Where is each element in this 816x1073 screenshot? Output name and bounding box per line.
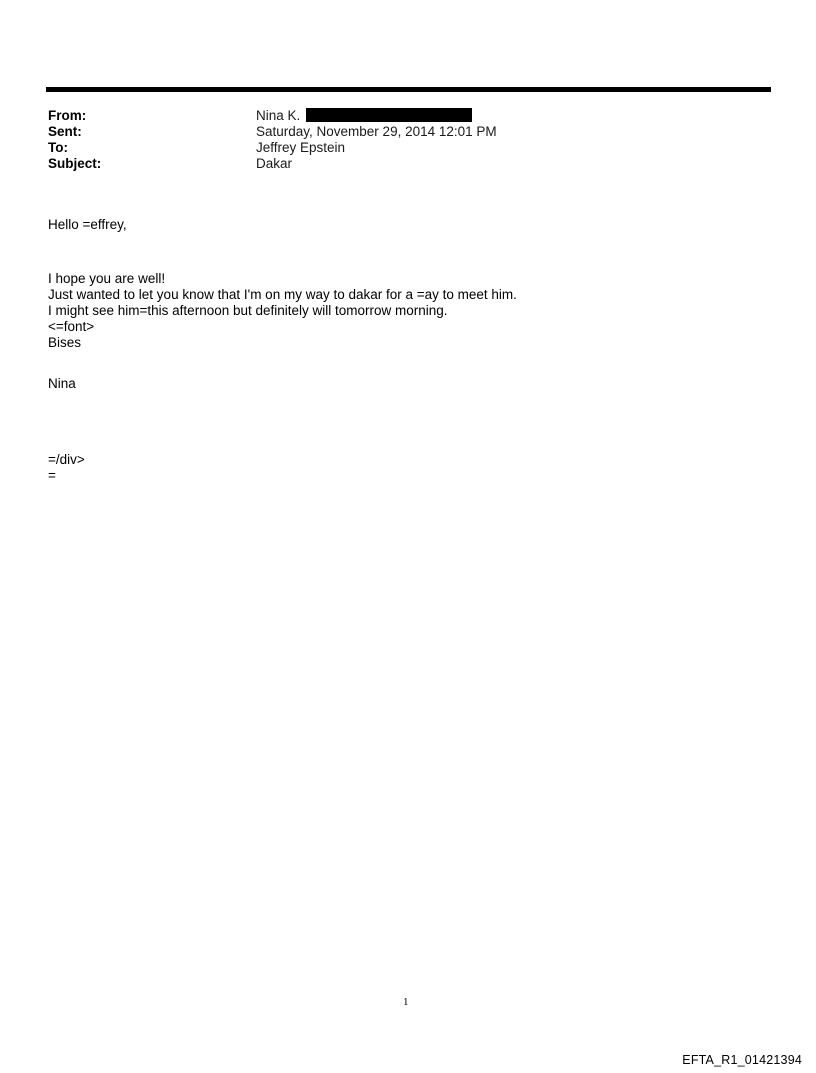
from-name: Nina K. — [256, 108, 301, 123]
from-value — [256, 108, 472, 124]
from-label: From: — [48, 108, 87, 123]
trailer-line: =/div> — [48, 452, 85, 467]
to-label: To: — [48, 140, 68, 155]
to-row — [48, 140, 748, 156]
message-body — [48, 271, 517, 351]
to-value: Jeffrey Epstein — [256, 140, 346, 155]
email-header — [48, 108, 748, 172]
from-row — [48, 108, 748, 124]
page-number: 1 — [403, 996, 409, 1008]
body-line: I hope you are well! — [48, 271, 166, 286]
message-trailer — [48, 452, 85, 484]
subject-label: Subject: — [48, 156, 102, 171]
subject-row — [48, 156, 748, 172]
sent-value: Saturday, November 29, 2014 12:01 PM — [256, 124, 497, 139]
sent-row — [48, 124, 748, 140]
body-line: Just wanted to let you know that I'm on my way to dakar for a =ay to meet him. — [48, 287, 517, 302]
header-divider — [46, 87, 771, 92]
greeting-line: Hello =effrey, — [48, 217, 127, 232]
body-line: I might see him=this afternoon but definitely will tomorrow morning. — [48, 303, 448, 318]
redaction-box — [306, 108, 472, 122]
subject-value: Dakar — [256, 156, 293, 171]
signature: Nina — [48, 376, 76, 391]
bates-number: EFTA_R1_01421394 — [682, 1053, 802, 1067]
trailer-line: = — [48, 468, 56, 483]
sent-label: Sent: — [48, 124, 82, 139]
body-line: Bises — [48, 335, 82, 350]
body-line: <=font> — [48, 319, 95, 334]
